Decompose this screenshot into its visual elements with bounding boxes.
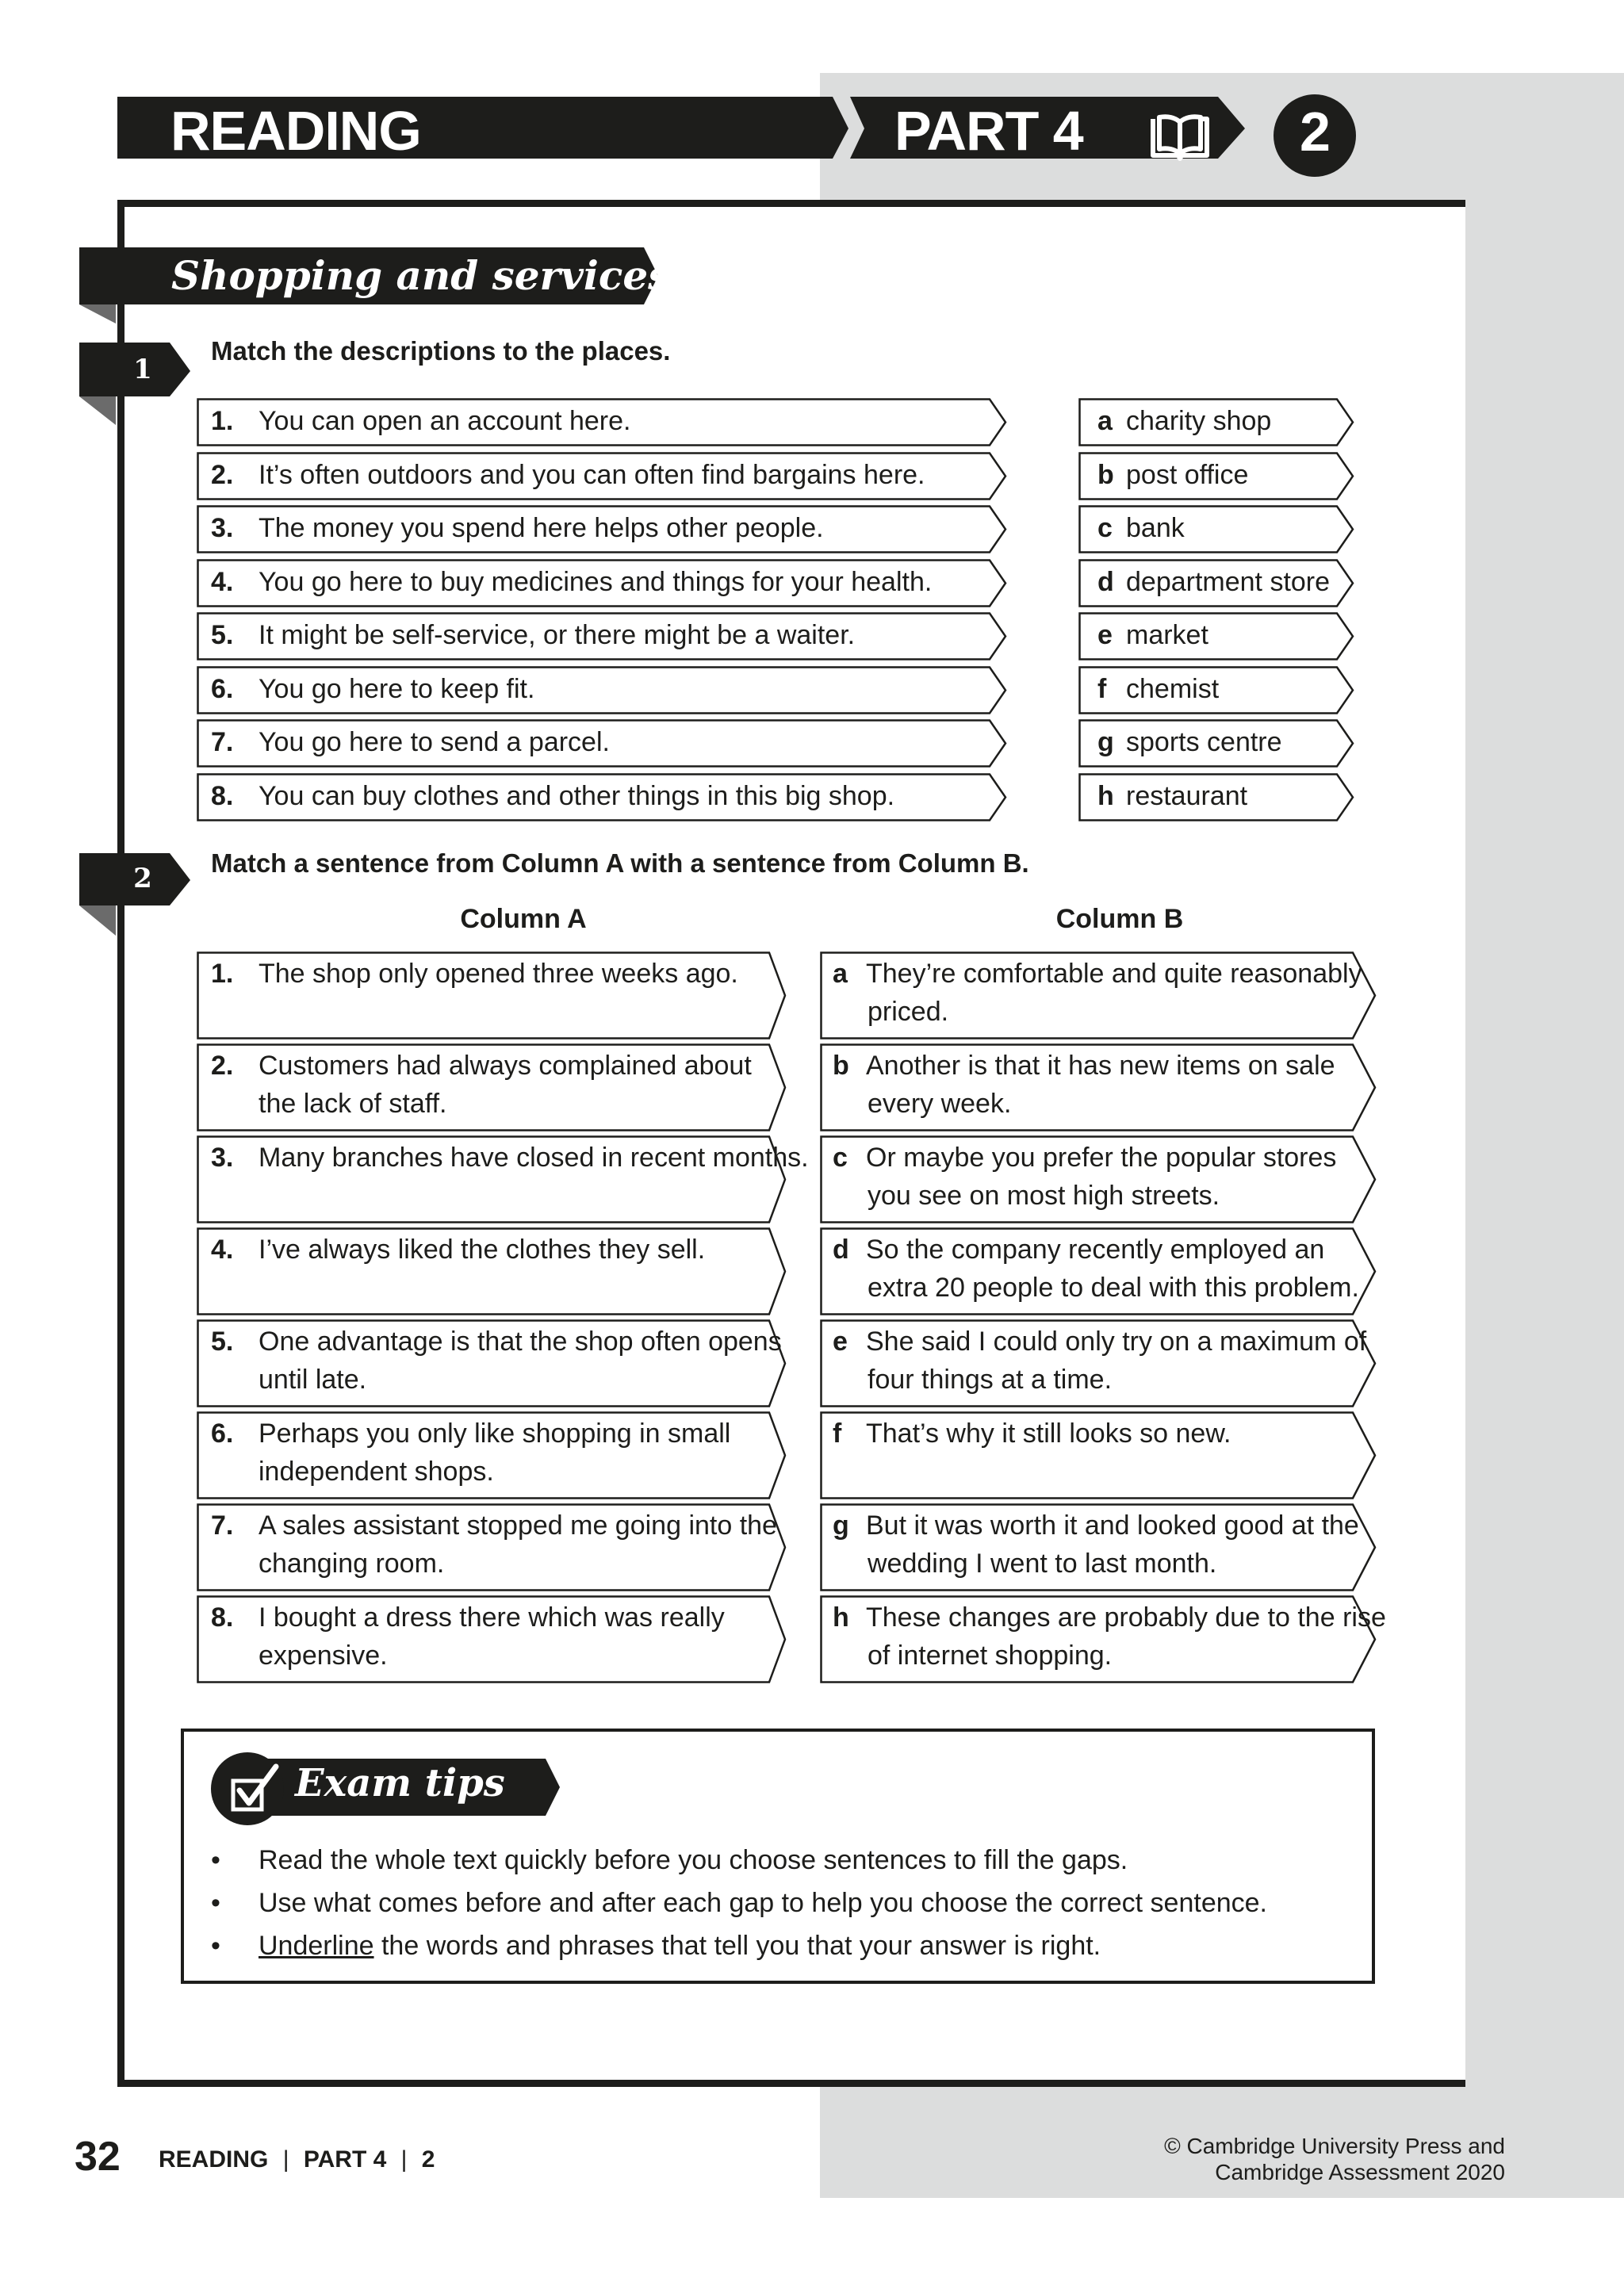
running-head-separator: | — [400, 2146, 408, 2173]
description-text: You can open an account here. — [259, 406, 631, 436]
place-letter: h — [1097, 780, 1114, 811]
description-text: You go here to send a parcel. — [259, 727, 610, 757]
running-head-separator: | — [282, 2146, 289, 2173]
place-box — [1078, 612, 1356, 661]
tip-text: Use what comes before and after each gap to help you choose the correct sentence. — [259, 1888, 1267, 1918]
place-text: chemist — [1126, 673, 1220, 704]
column-a-number: 2. — [211, 1051, 234, 1081]
column-a-number: 8. — [211, 1602, 234, 1633]
column-b-text: priced. — [868, 997, 949, 1027]
column-a-text: independent shops. — [259, 1457, 494, 1487]
description-number: 3. — [211, 513, 234, 543]
description-number: 5. — [211, 620, 234, 650]
open-book-icon — [1148, 113, 1212, 162]
running-head-section: READING — [159, 2146, 269, 2173]
header-unit-number: 2 — [1300, 101, 1330, 163]
header-part-label: PART 4 — [894, 100, 1083, 162]
column-b-text: you see on most high streets. — [868, 1181, 1220, 1211]
place-text: sports centre — [1126, 727, 1282, 757]
tip-line — [259, 1845, 1128, 1876]
place-box — [1078, 505, 1356, 554]
place-letter: f — [1097, 673, 1107, 704]
tip-bullet: • — [211, 1845, 220, 1875]
exercise-2-instruction: Match a sentence from Column A with a sentence from Column B. — [211, 848, 1029, 878]
column-a-text: Customers had always complained about — [259, 1051, 752, 1081]
running-head-part: PART 4 — [303, 2146, 387, 2173]
tip-bullet: • — [211, 1888, 220, 1918]
column-a-text: A sales assistant stopped me going into the — [259, 1510, 777, 1541]
column-b-text: But it was worth it and looked good at the — [866, 1510, 1359, 1541]
column-b-text: wedding I went to last month. — [868, 1549, 1217, 1579]
column-b-letter: e — [833, 1327, 848, 1357]
column-b-heading: Column B — [1055, 904, 1184, 934]
tip-text: the words and phrases that tell you that your answer is right. — [373, 1931, 1101, 1961]
description-text: It’s often outdoors and you can often find bargains here. — [259, 459, 925, 490]
tip-underlined-word: Underline — [259, 1931, 374, 1961]
column-b-letter: a — [833, 959, 848, 989]
description-number: 6. — [211, 673, 234, 704]
place-text: restaurant — [1126, 780, 1248, 811]
column-b-letter: c — [833, 1143, 848, 1173]
copyright-line-1: © Cambridge University Press and — [1164, 2134, 1505, 2158]
column-a-text: Many branches have closed in recent months. — [259, 1143, 809, 1173]
copyright — [1164, 2133, 1505, 2185]
column-b-text: That’s why it still looks so new. — [866, 1418, 1231, 1449]
place-letter: g — [1097, 727, 1114, 757]
column-b-letter: h — [833, 1602, 849, 1633]
description-number: 8. — [211, 780, 234, 811]
section-title: Shopping and services — [171, 252, 671, 299]
column-a-number: 4. — [211, 1235, 234, 1265]
column-a-text: I’ve always liked the clothes they sell. — [259, 1235, 706, 1265]
place-letter: d — [1097, 566, 1114, 597]
header-section-label: READING — [170, 100, 421, 162]
column-a-number: 1. — [211, 959, 234, 989]
column-b-text: So the company recently employed an — [866, 1235, 1325, 1265]
column-a-text: I bought a dress there which was really — [259, 1602, 725, 1633]
description-text: It might be self-service, or there might be a waiter. — [259, 620, 856, 650]
place-letter: a — [1097, 406, 1113, 436]
page-number: 32 — [75, 2134, 121, 2180]
column-b-letter: d — [833, 1235, 849, 1265]
column-a-number: 5. — [211, 1327, 234, 1357]
checkbox-tick-icon — [227, 1762, 287, 1817]
column-a-text: the lack of staff. — [259, 1089, 447, 1119]
column-a-number: 6. — [211, 1418, 234, 1449]
description-number: 2. — [211, 459, 234, 490]
column-b-text: every week. — [868, 1089, 1012, 1119]
description-text: You go here to buy medicines and things for your health. — [259, 566, 933, 597]
place-text: post office — [1126, 459, 1249, 490]
running-head — [159, 2146, 435, 2173]
column-b-letter: g — [833, 1510, 849, 1541]
column-b-text: Another is that it has new items on sale — [866, 1051, 1335, 1081]
column-b-letter: b — [833, 1051, 849, 1081]
place-letter: e — [1097, 620, 1113, 650]
tip-text: Read the whole text quickly before you choose sentences to fill the gaps. — [259, 1845, 1128, 1875]
column-b-text: extra 20 people to deal with this problem. — [868, 1273, 1359, 1303]
column-a-text: Perhaps you only like shopping in small — [259, 1418, 731, 1449]
exercise-1-instruction: Match the descriptions to the places. — [211, 336, 671, 366]
column-b-text: She said I could only try on a maximum of — [866, 1327, 1367, 1357]
column-a-text: The shop only opened three weeks ago. — [259, 959, 738, 989]
tip-bullet: • — [211, 1931, 220, 1961]
column-a-text: One advantage is that the shop often opens — [259, 1327, 782, 1357]
exercise-1-number: 1 — [133, 354, 152, 385]
column-b-text: of internet shopping. — [868, 1641, 1113, 1671]
tip-line — [259, 1931, 1101, 1962]
column-a-number: 7. — [211, 1510, 234, 1541]
description-number: 7. — [211, 727, 234, 757]
copyright-line-2: Cambridge Assessment 2020 — [1215, 2160, 1505, 2184]
exercise-2-number: 2 — [133, 863, 152, 894]
column-b-text: Or maybe you prefer the popular stores — [866, 1143, 1337, 1173]
description-number: 4. — [211, 566, 234, 597]
column-a-number: 3. — [211, 1143, 234, 1173]
place-text: department store — [1126, 566, 1331, 597]
running-head-unit: 2 — [421, 2146, 435, 2173]
tip-line — [259, 1888, 1267, 1919]
place-text: charity shop — [1126, 406, 1272, 436]
column-b-text: These changes are probably due to the rise — [866, 1602, 1386, 1633]
column-b-text: four things at a time. — [868, 1365, 1113, 1395]
description-text: You can buy clothes and other things in this big shop. — [259, 780, 895, 811]
column-a-text: until late. — [259, 1365, 367, 1395]
description-text: You go here to keep fit. — [259, 673, 535, 704]
column-a-heading: Column A — [460, 904, 587, 934]
place-letter: b — [1097, 459, 1114, 490]
place-letter: c — [1097, 513, 1113, 543]
column-b-letter: f — [833, 1418, 842, 1449]
description-number: 1. — [211, 406, 234, 436]
column-a-text: changing room. — [259, 1549, 445, 1579]
exam-tips-title: Exam tips — [295, 1761, 505, 1805]
column-b-text: They’re comfortable and quite reasonably — [866, 959, 1362, 989]
place-text: market — [1126, 620, 1208, 650]
description-text: The money you spend here helps other people. — [259, 513, 824, 543]
place-text: bank — [1126, 513, 1185, 543]
column-a-text: expensive. — [259, 1641, 388, 1671]
